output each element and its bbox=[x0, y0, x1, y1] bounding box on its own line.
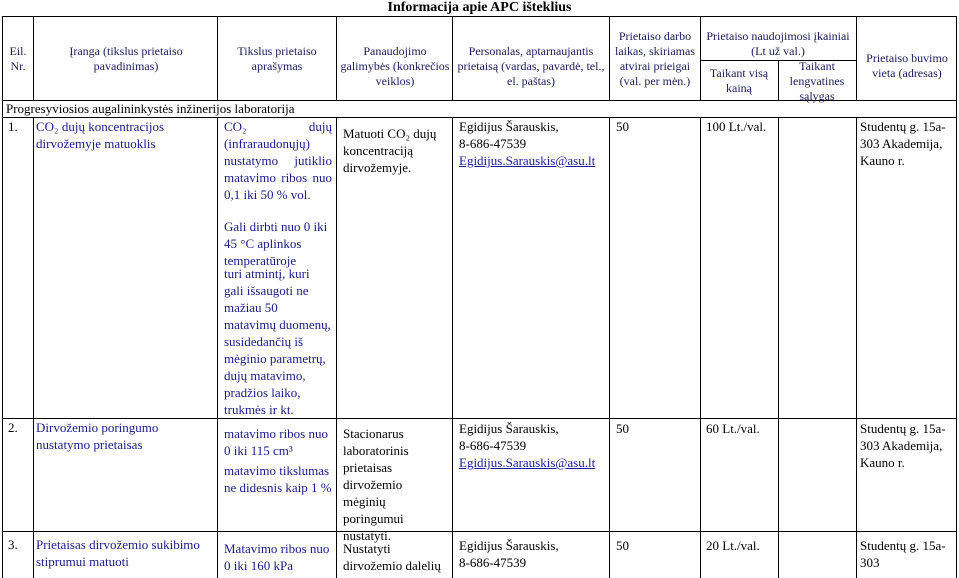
header-price-full: Taikant visą kainą bbox=[709, 66, 769, 95]
row1-location: Studentų g. 15a-303 Akademija, Kauno r. bbox=[860, 119, 946, 168]
row1-price-full: 100 Lt./val. bbox=[706, 119, 767, 134]
header-price-group: Prietaiso naudojimosi įkainiai (Lt už val.) bbox=[706, 29, 850, 58]
row1-description-temp: Gali dirbti nuo 0 iki 45 °C aplinkos temperatūroje bbox=[224, 219, 328, 268]
header-contact: Personalas, aptarnaujantis prietaisą (vardas, pavardė, tel., el. paštas) bbox=[457, 44, 605, 88]
row1-description: CO₂ dujų (infraraudonųjų) nustatymo jutiklio matavimo ribos nuo 0,1 iki 50 % vol. bbox=[224, 119, 332, 202]
row1-worktime: 50 bbox=[616, 119, 629, 134]
row1-contact-name: Egidijus Šarauskis, bbox=[459, 119, 559, 134]
row2-contact-email[interactable]: Egidijus.Sarauskis@asu.lt bbox=[459, 455, 596, 470]
row3-contact-phone: 8-686-47539 bbox=[459, 555, 527, 570]
row1-contact-email[interactable]: Egidijus.Sarauskis@asu.lt bbox=[459, 153, 596, 168]
page-title: Informacija apie APC išteklius bbox=[387, 0, 572, 15]
row3-nr: 3. bbox=[8, 537, 18, 552]
row2-contact-phone: 8-686-47539 bbox=[459, 438, 527, 453]
header-location: Prietaiso buvimo vieta (adresas) bbox=[866, 51, 948, 80]
row3-use: Nustatyti dirvožemio dalelių bbox=[343, 541, 441, 573]
row3-price-full: 20 Lt./val. bbox=[706, 538, 760, 553]
row3-worktime: 50 bbox=[616, 538, 629, 553]
row1-contact-phone: 8-686-47539 bbox=[459, 136, 527, 151]
header-worktime: Prietaiso darbo laikas, skiriamas atvirai prieigai (val. per mėn.) bbox=[615, 29, 695, 88]
row2-use: Stacionarus laboratorinis prietaisas dirvožemio mėginių poringumui nustatyti. bbox=[343, 426, 409, 543]
header-equipment: Įranga (tikslus prietaiso pavadinimas) bbox=[69, 44, 183, 73]
row2-worktime: 50 bbox=[616, 421, 629, 436]
row1-description-memory: turi atmintį, kuri gali išsaugoti ne mažiau 50 matavimų duomenų, susidedančių iš mėginio parametrų, dujų matavimo, pradžios laiko, trukmės ir kt. bbox=[224, 266, 331, 417]
row3-equipment: Prietaisas dirvožemio sukibimo stiprumui matuoti bbox=[36, 537, 200, 569]
row2-nr: 2. bbox=[8, 420, 18, 435]
header-description: Tikslus prietaiso aprašymas bbox=[237, 44, 317, 73]
row3-location: Studentų g. 15a-303 bbox=[860, 538, 946, 570]
row1-nr: 1. bbox=[8, 119, 18, 134]
row2-equipment: Dirvožemio poringumo nustatymo prietaisas bbox=[36, 420, 159, 452]
row3-contact-name: Egidijus Šarauskis, bbox=[459, 538, 559, 553]
row2-description: matavimo ribos nuo 0 iki 115 cm³ bbox=[224, 426, 328, 458]
row2-description-accuracy: matavimo tikslumas ne didesnis kaip 1 % bbox=[224, 463, 332, 495]
header-price-discount: Taikant lengvatines sąlygas bbox=[789, 59, 845, 103]
row2-price-full: 60 Lt./val. bbox=[706, 421, 760, 436]
header-use: Panaudojimo galimybės (konkrečios veiklos) bbox=[340, 44, 450, 88]
section-title: Progresyviosios augalininkystės inžinerijos laboratorija bbox=[6, 101, 295, 116]
row2-location: Studentų g. 15a-303 Akademija, Kauno r. bbox=[860, 421, 946, 470]
row1-use: Matuoti CO₂ dujų koncentraciją dirvožemyje. bbox=[343, 126, 437, 175]
header-nr: Eil. Nr. bbox=[9, 44, 27, 73]
row1-equipment: CO₂ dujų koncentracijos dirvožemyje matuoklis bbox=[36, 119, 165, 151]
row3-description: Matavimo ribos nuo 0 iki 160 kPa bbox=[224, 541, 330, 573]
row2-contact-name: Egidijus Šarauskis, bbox=[459, 421, 559, 436]
